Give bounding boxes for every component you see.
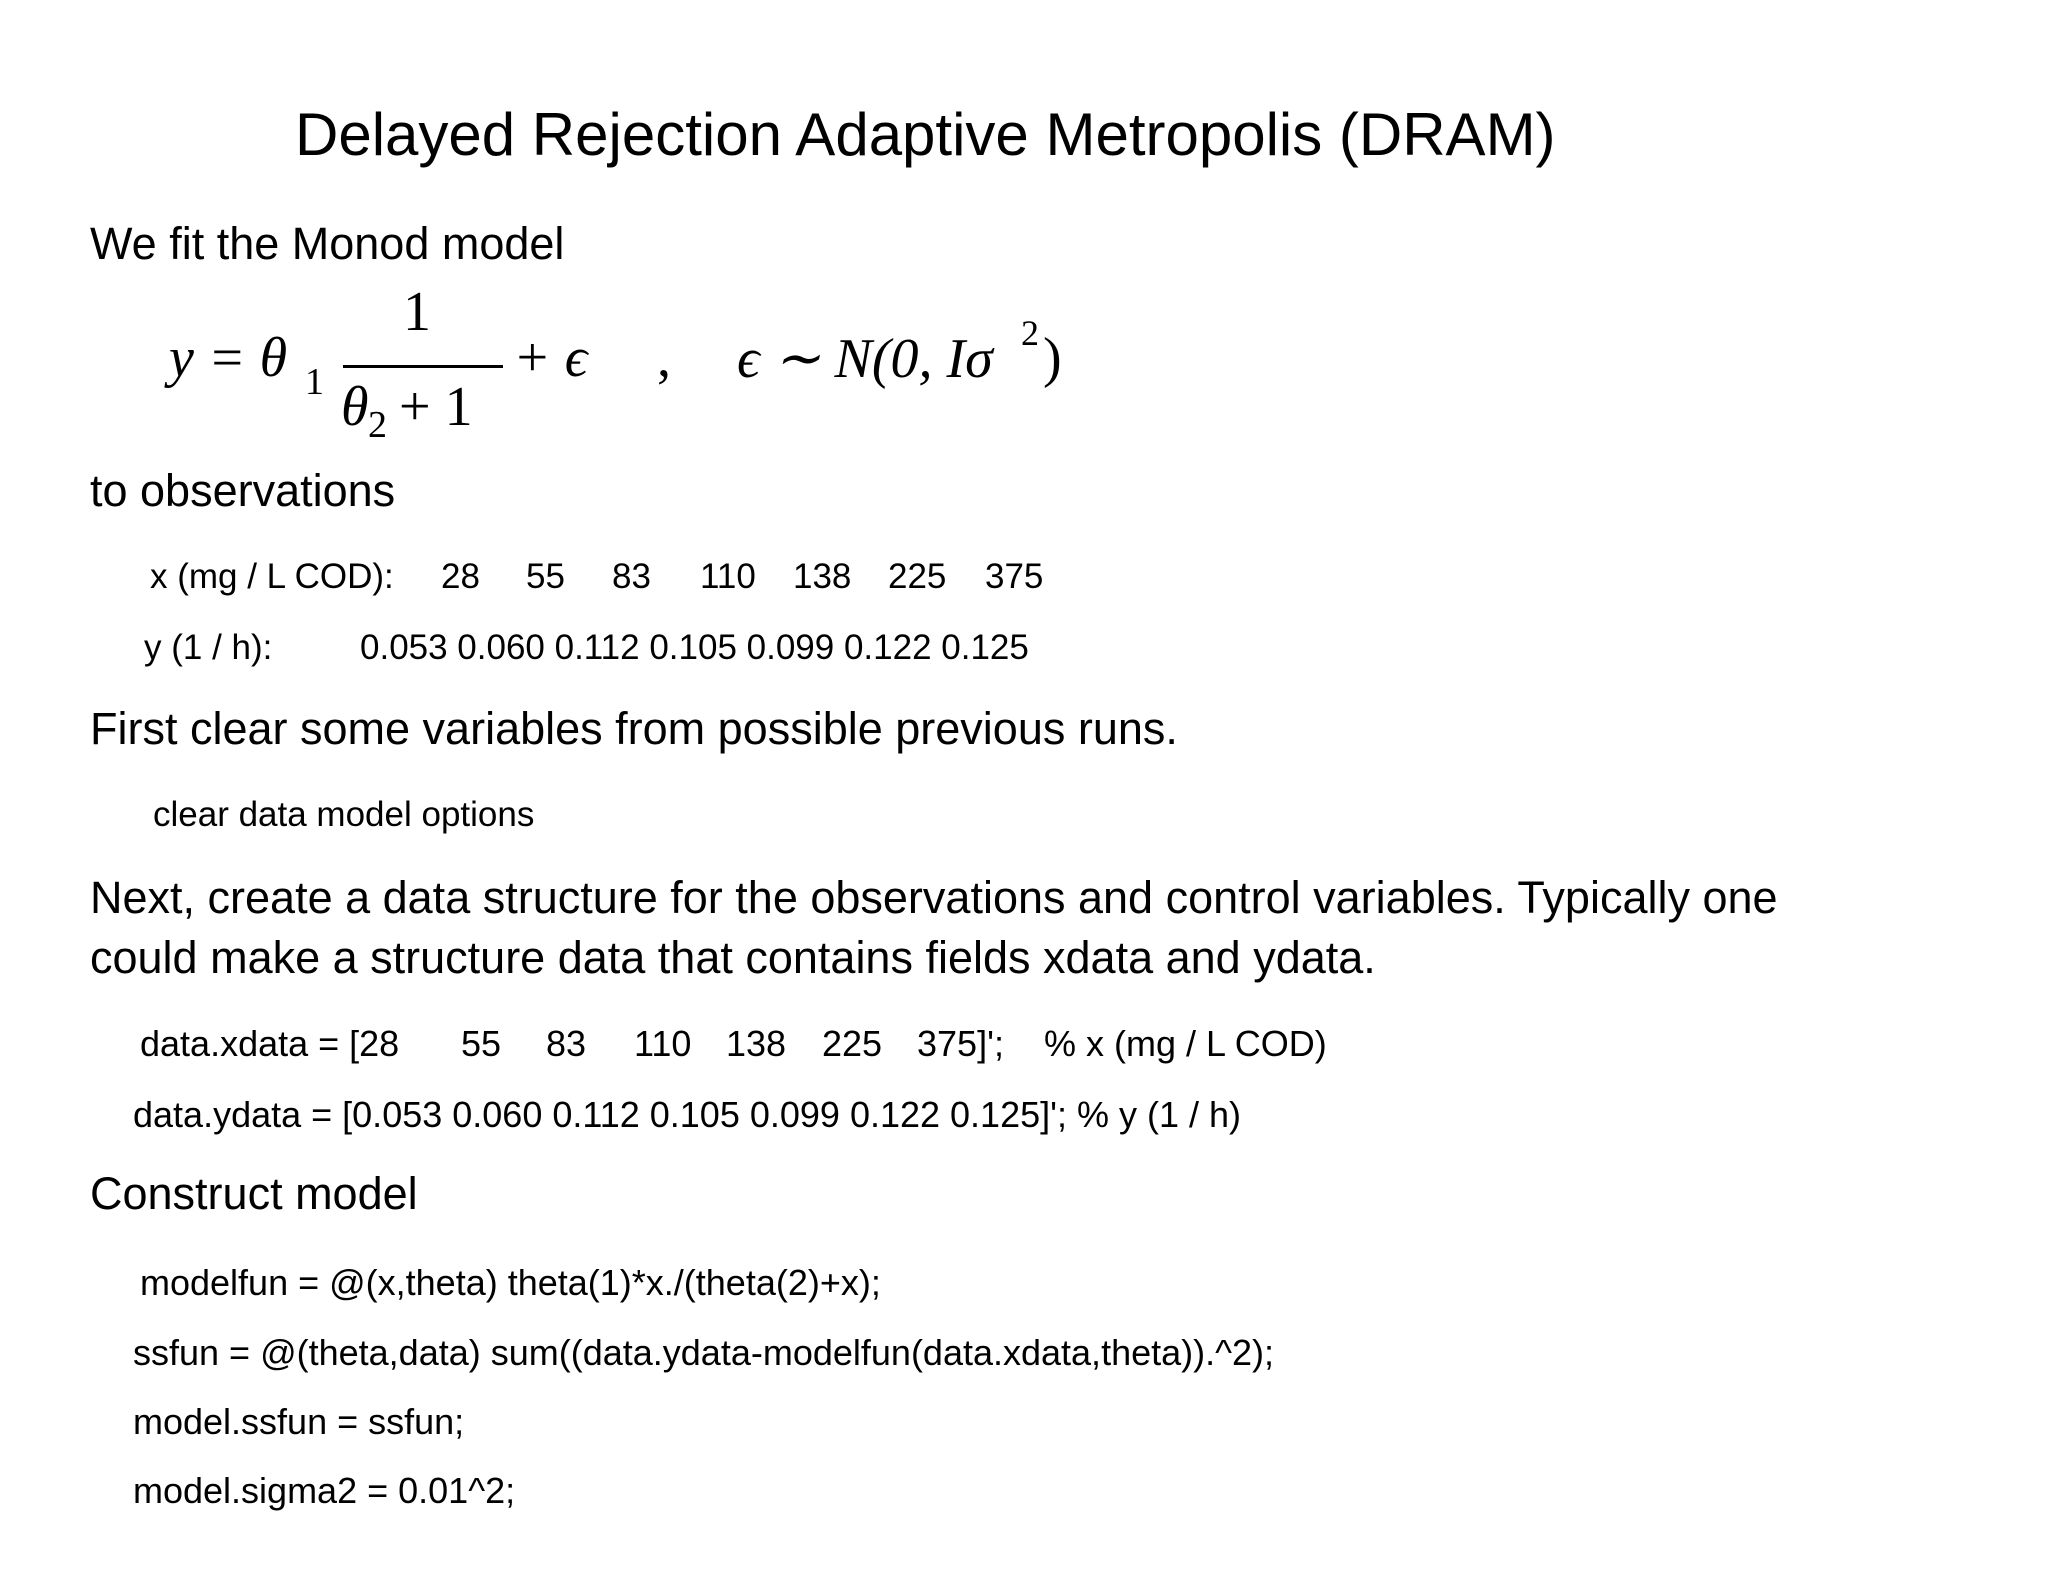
x-value: 138 (793, 557, 852, 596)
equation-numerator: 1 (403, 281, 431, 343)
x-value: 83 (612, 557, 651, 596)
monod-equation (165, 281, 1125, 446)
code-line: ssfun = @(theta,data) sum((data.ydata-modelfun(data.xdata,theta)).^2); (133, 1332, 1275, 1373)
page-title: Delayed Rejection Adaptive Metropolis (DRAM) (295, 101, 1556, 168)
ydata-code: data.ydata = [0.053 0.060 0.112 0.105 0.099 0.122 0.125]'; % y (1 / h) (133, 1094, 1242, 1135)
xdata-code-prefix: data.xdata = [28 (140, 1023, 400, 1064)
xdata-code-value: 55 (461, 1023, 502, 1064)
intro-text: We fit the Monod model (90, 218, 565, 269)
equation-lhs: y = θ (169, 327, 288, 389)
x-value: 110 (700, 557, 756, 596)
code-line: model.sigma2 = 0.01^2; (133, 1470, 516, 1511)
fraction-bar (343, 365, 503, 368)
equation-sub2: 2 (368, 404, 387, 446)
xdata-code-value: 83 (546, 1023, 587, 1064)
x-value: 375 (985, 557, 1044, 596)
x-value: 225 (888, 557, 947, 596)
equation-denominator-theta: θ (341, 376, 369, 438)
xdata-code-comment: % x (mg / L COD) (1044, 1023, 1327, 1064)
equation-plus-eps: + ϵ (513, 327, 588, 389)
equation-denominator-rest: + 1 (385, 376, 473, 438)
code-line: model.ssfun = ssfun; (133, 1401, 465, 1442)
code-line: modelfun = @(x,theta) theta(1)*x./(theta(2)+x); (140, 1262, 881, 1303)
x-label: x (mg / L COD): (150, 557, 394, 596)
equation-sup: 2 (1021, 313, 1039, 353)
equation-close: ) (1043, 327, 1062, 389)
equation-sub1: 1 (305, 361, 324, 403)
construct-heading: Construct model (90, 1168, 418, 1219)
xdata-code-value: 375]'; (917, 1023, 1004, 1064)
next-text-line-1: Next, create a data structure for the observations and control variables. Typically one (90, 872, 1778, 923)
y-label: y (1 / h): (144, 628, 273, 667)
x-value: 28 (441, 557, 480, 596)
xdata-code-value: 110 (634, 1023, 692, 1064)
clear-text: First clear some variables from possible previous runs. (90, 703, 1178, 754)
next-text-line-2: could make a structure data that contains fields xdata and ydata. (90, 932, 1376, 983)
equation-noise: ϵ ∼ N(0, Iσ (737, 328, 993, 390)
y-values: 0.053 0.060 0.112 0.105 0.099 0.122 0.125 (360, 628, 1029, 667)
clear-code: clear data model options (153, 795, 535, 834)
xdata-code-value: 138 (726, 1023, 787, 1064)
xdata-code-value: 225 (822, 1023, 883, 1064)
x-value: 55 (526, 557, 565, 596)
equation-comma: , (657, 327, 671, 389)
to-observations-text: to observations (90, 465, 396, 516)
